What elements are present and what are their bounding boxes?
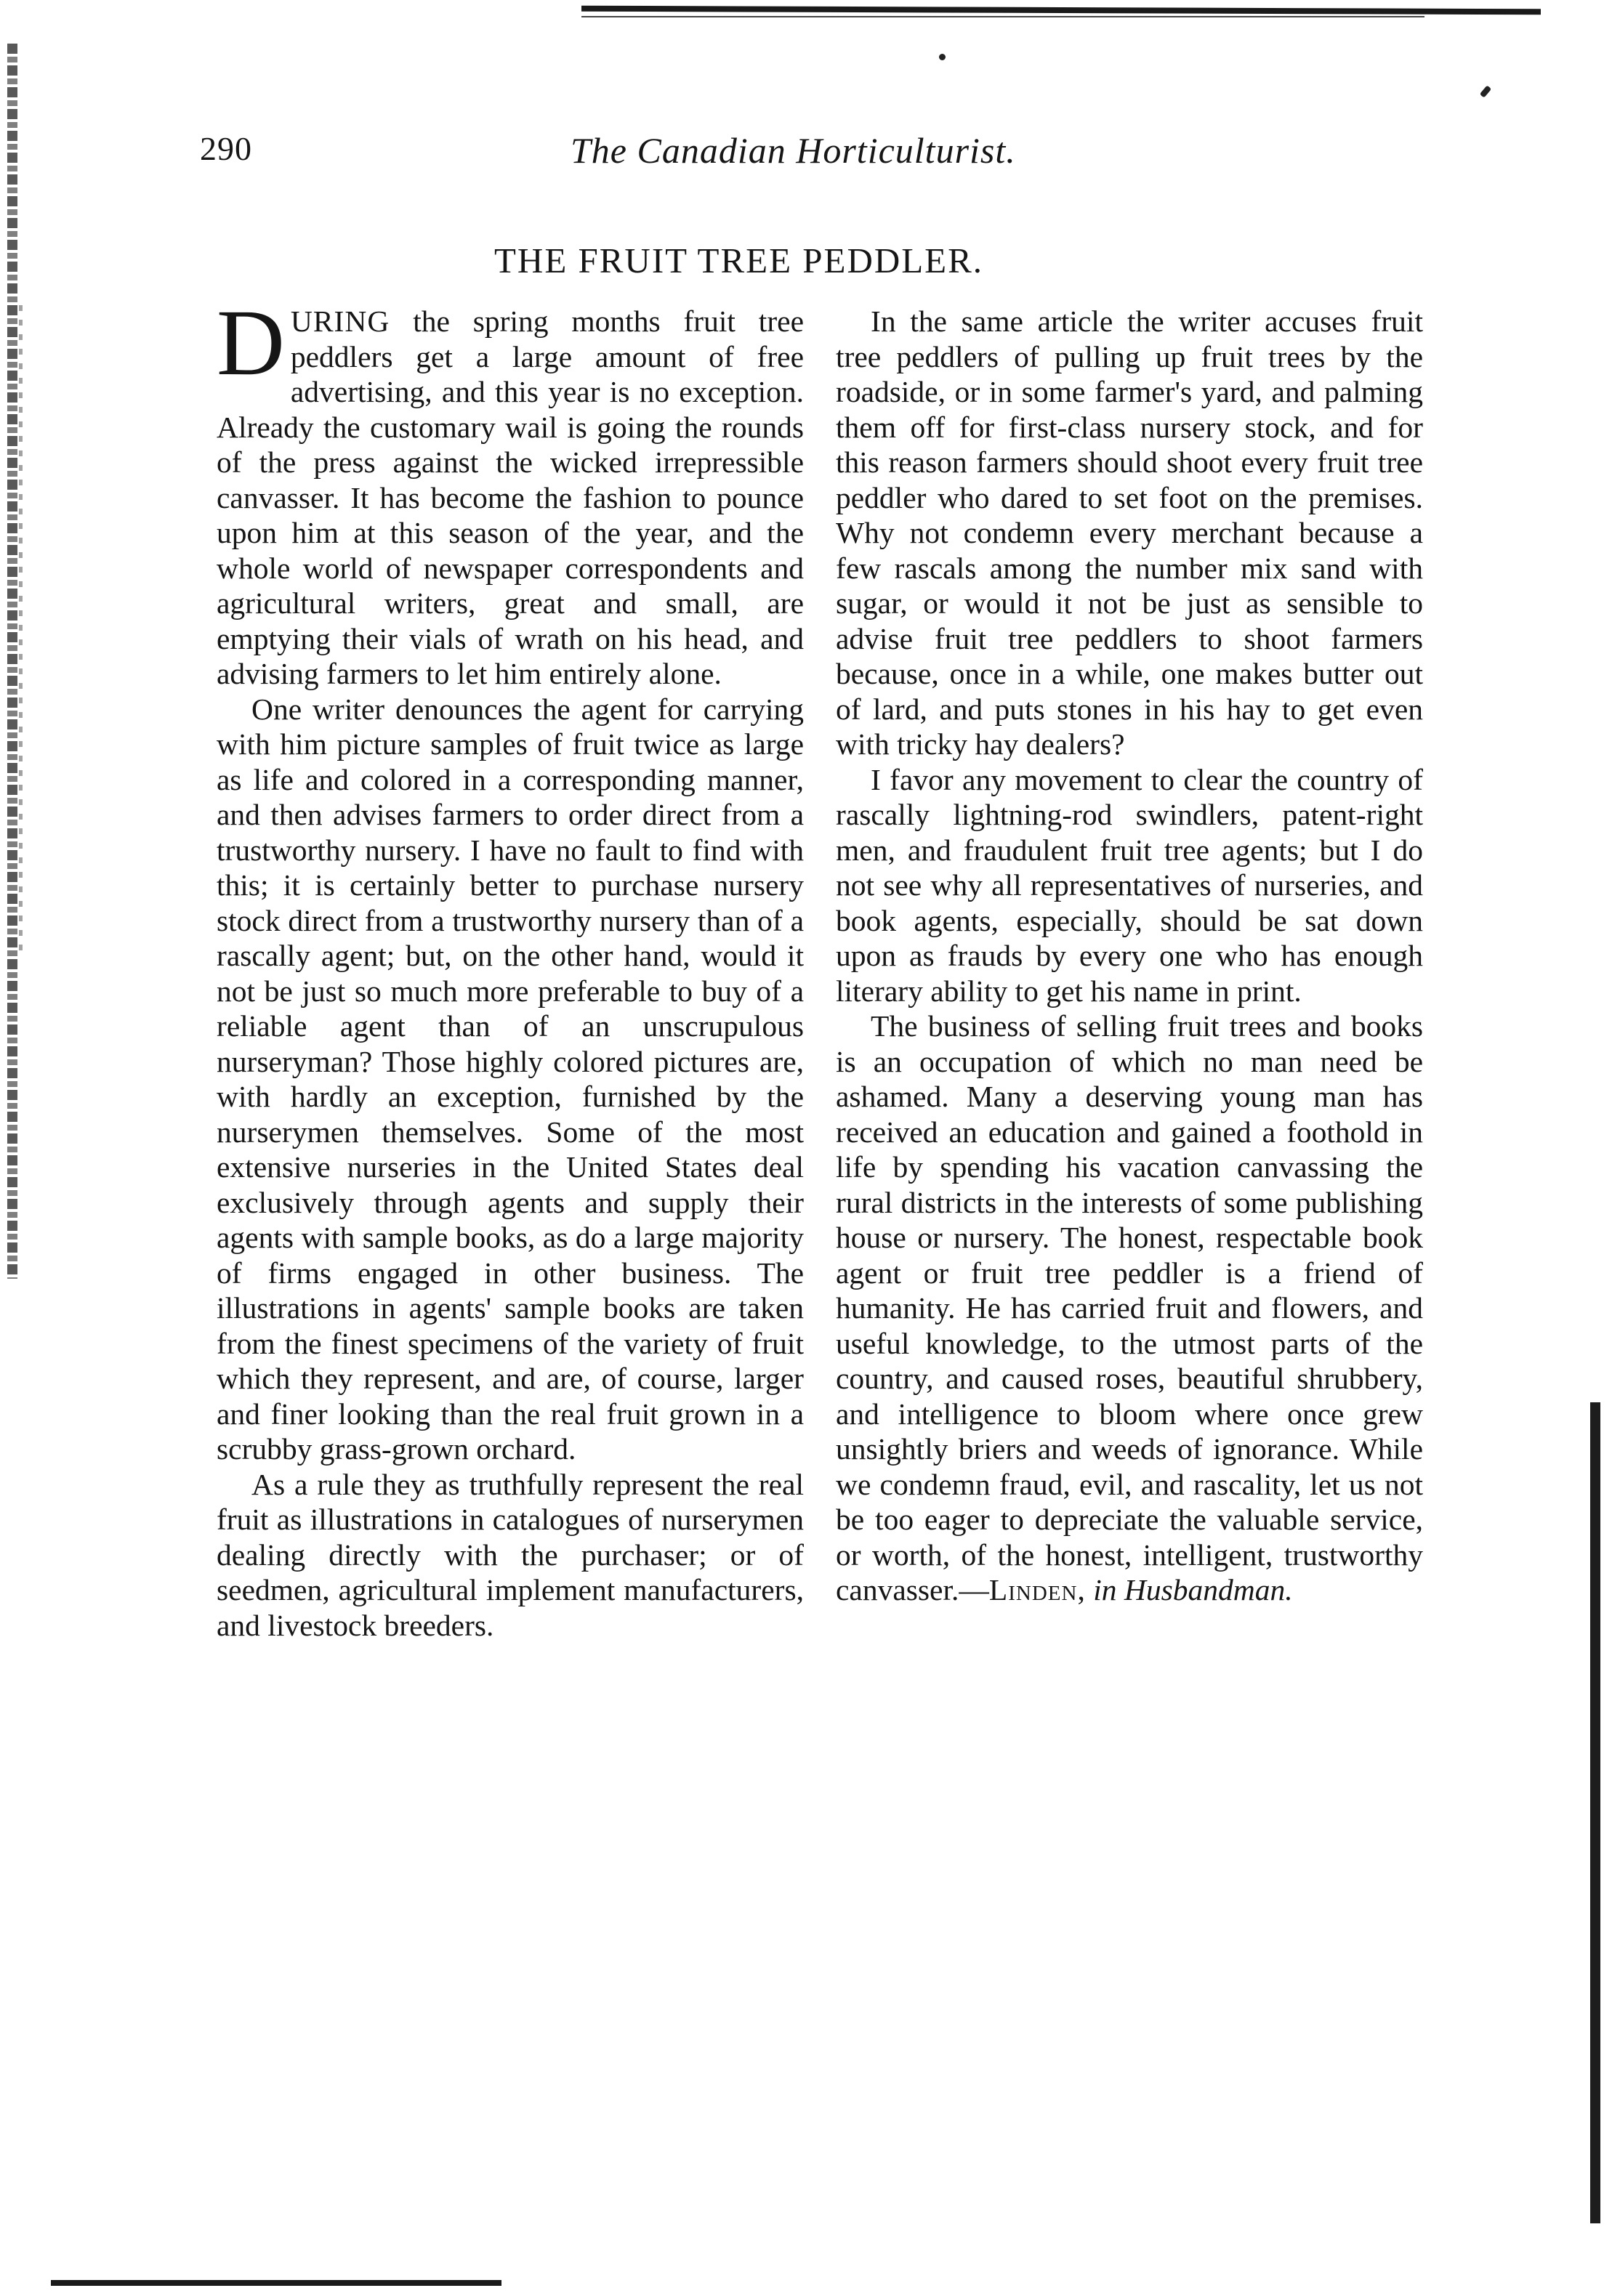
running-head: The Canadian Horticulturist. xyxy=(571,130,1016,171)
top-border-thin-rule xyxy=(581,16,1424,17)
article-column-right xyxy=(836,304,1423,1608)
ink-speck xyxy=(1480,85,1491,97)
scan-binding-edge-right xyxy=(1590,1402,1600,2223)
page-header xyxy=(200,129,1435,180)
article-paragraph-4: In the same article the writer accuses fruit tree peddlers of pulling up fruit trees by the roadside, or in some farmer's yard, and palming them off for first-class nursery stock, and for this reason farmers should shoot every fruit tree peddler who dared to set foot on the premises. Why not condemn every merchant because a few rascals among the number mix sand with sugar, or would it not be just as sensible to advise fruit tree peddlers to shoot farmers because, once in a while, one makes butter out of lard, and puts stones in his hay to get even with tricky hay dealers? xyxy=(836,304,1423,761)
paragraph-text: The business of selling fruit trees and books is an occupation of which no man need be ashamed. Many a deserving young man has received an education and gained a foothold in life by spending his vacation canvassing the rural districts in the interests of some publishing house or nursery. The honest, respectable book agent or fruit tree peddler is a friend of humanity. He has carried fruit and flowers, and useful knowledge, to the utmost parts of the country, and caused roses, beautiful shrubbery, and intelligence to bloom where once grew unsightly briers and weeds of ignorance. While we condemn fraud, evil, and rascality, let us not be too eager to depreciate the valuable service, or worth, of the honest, intelligent, trustworthy canvasser.— xyxy=(836,1009,1423,1606)
source-citation: in Husbandman. xyxy=(1093,1573,1293,1606)
scan-binding-edge-left-inner xyxy=(19,305,23,959)
article-paragraph-2: One writer denounces the agent for carrying with him picture samples of fruit twice as large as life and colored in a corresponding manner, and then advises farmers to order direct from a trustworthy nursery. I have no fault to find with this; it is certainly better to purchase nursery stock direct from a trustworthy nursery than of a rascally agent; but, on the other hand, would it not be just so much more preferable to buy of a reliable agent than of an unscrupulous nurseryman? Those highly colored pictures are, with hardly an exception, furnished by the nurserymen themselves. Some of the most extensive nurseries in the United States deal exclusively through agents and supply their agents with sample books, as do a large majority of firms engaged in other business. The illustrations in agents' sample books are taken from the finest specimens of the variety of fruit which they represent, and are, of course, larger and finer looking than the real fruit grown in a scrubby grass-grown orchard. xyxy=(217,692,804,1466)
article-paragraph-5: I favor any movement to clear the country of rascally lightning-rod swindlers, patent-right men, and fraudulent fruit tree agents; but I do not see why all representatives of nurseries, and book agents, especially, should be sat down upon as frauds by every one who has enough literary ability to get his name in print. xyxy=(836,762,1423,1008)
author-signature: Linden, xyxy=(988,1573,1086,1606)
top-border-rule xyxy=(581,6,1541,15)
article-title: THE FRUIT TREE PEDDLER. xyxy=(494,240,984,280)
article-paragraph-3: As a rule they as truthfully represent the real fruit as illustrations in catalogues of nurserymen dealing directly with the purchaser; or of seedmen, agricultural implement manufacturers, and livestock breeders. xyxy=(217,1467,804,1642)
page-number: 290 xyxy=(200,130,252,167)
opening-word: URING xyxy=(290,304,390,338)
article-column-left xyxy=(217,291,804,1643)
article-paragraph-6 xyxy=(836,1008,1423,1608)
bottom-border-rule xyxy=(51,2280,501,2286)
drop-cap: D xyxy=(217,291,285,395)
scan-binding-edge-left xyxy=(7,44,17,1279)
paragraph-text: the spring months fruit tree peddlers get a large amount of free advertising, and this year is no exception. Already the customary wail is going the rounds of the press against the wicked irrepressible canvasser. It has become the fashion to pounce upon him at this season of the year, and the whole world of newspaper correspondents and agricultural writers, great and small, are emptying their vials of wrath on his head, and advising farmers to let him entirely alone. xyxy=(217,304,804,690)
ink-speck xyxy=(939,54,946,60)
article-paragraph-1 xyxy=(217,291,804,692)
